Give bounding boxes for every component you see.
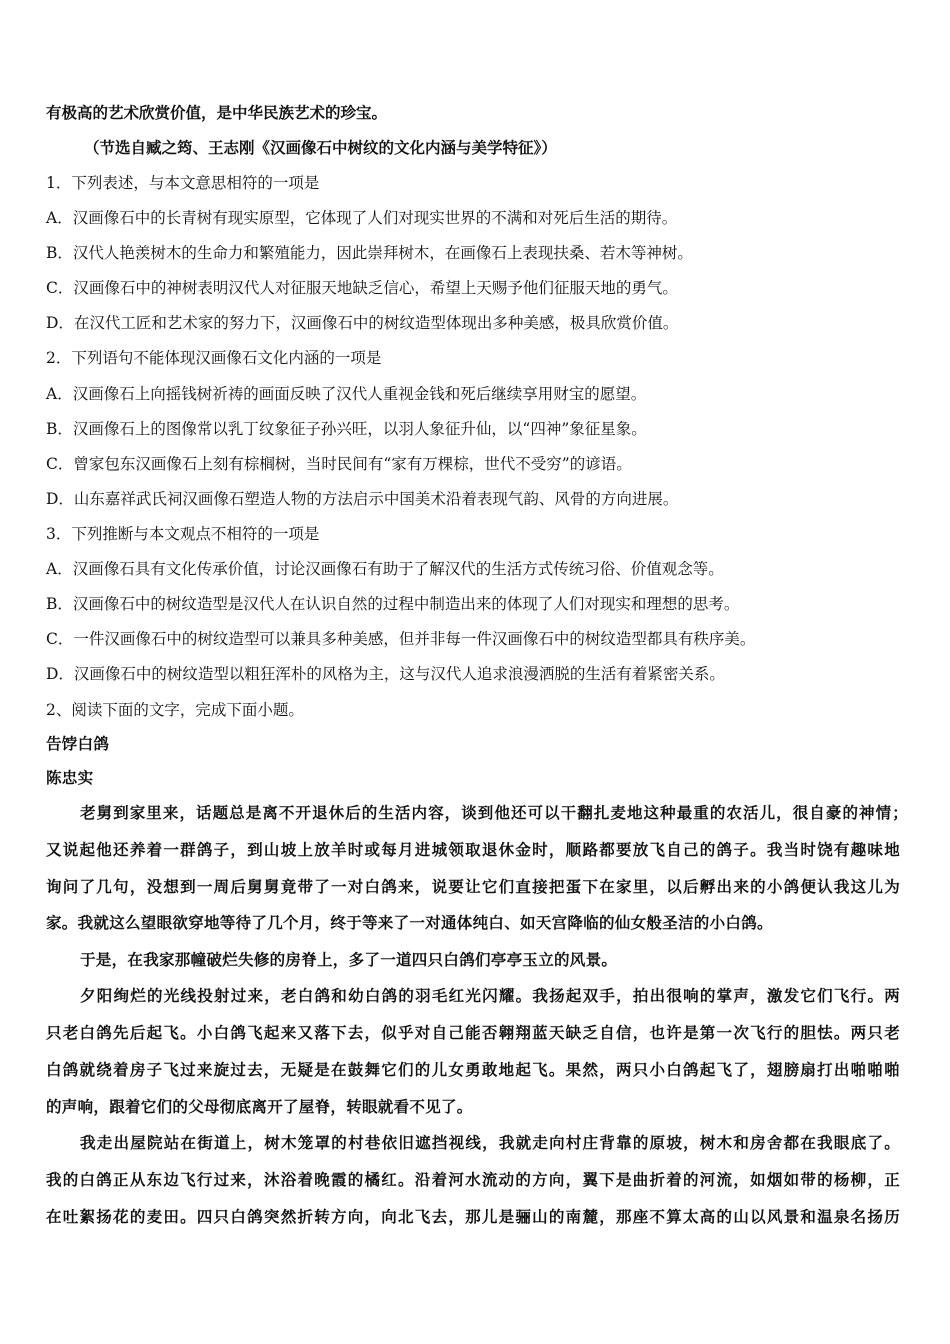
question-3-stem: 3．下列推断与本文观点不相符的一项是 — [46, 525, 320, 543]
question-3-option-c: C．一件汉画像石中的树纹造型可以兼具多种美感，但并非每一件汉画像石中的树纹造型都具有秩序美。 — [46, 630, 756, 648]
story-title: 告饽白鸽 — [46, 734, 110, 753]
paragraph-2-line-1: 于是，在我家那幢破烂失修的房脊上，多了一道四只白鸽们亭亭玉立的风景。 — [80, 950, 618, 969]
question-1-option-b: B．汉代人艳羡树木的生命力和繁殖能力，因此崇拜树木，在画像石上表现扶桑、若木等神树。 — [46, 244, 693, 262]
question-1-stem: 1．下列表述，与本文意思相符的一项是 — [46, 174, 320, 192]
story-author: 陈忠实 — [46, 768, 94, 787]
question-1-option-c: C．汉画像石中的神树表明汉代人对征服天地缺乏信心，希望上天赐予他们征服天地的勇气。 — [46, 279, 678, 297]
paragraph-4-line-2: 我的白鸽正从东边飞行过来，沐浴着晚霞的橘红。沿着河水流动的方向，翼下是曲折着的河流，如烟如带的杨柳，正 — [46, 1170, 900, 1189]
question-2-option-d: D．山东嘉祥武氏祠汉画像石塑造人物的方法启示中国美术沿着表现气韵、风骨的方向进展。 — [46, 490, 679, 508]
paragraph-1-line-3: 询问了几句，没想到一周后舅舅竟带了一对白鸽来，说要让它们直接把蛋下在家里，以后孵出来的小鸽便认我这儿为 — [46, 877, 900, 896]
reading-instruction: 2、阅读下面的文字，完成下面小题。 — [46, 701, 304, 719]
question-2-option-c: C．曾家包东汉画像石上刻有棕榈树，当时民间有“家有万棵棕，世代不受穷”的谚语。 — [46, 455, 632, 473]
question-3-option-b: B．汉画像石中的树纹造型是汉代人在认识自然的过程中制造出来的体现了人们对现实和理想的思考。 — [46, 595, 740, 613]
question-2-option-b: B．汉画像石上的图像常以乳丁纹象征子孙兴旺，以羽人象征升仙，以“四神”象征星象。 — [46, 420, 647, 438]
paragraph-3-line-2: 只老白鸽先后起飞。小白鸽飞起来又落下去，似乎对自己能否翱翔蓝天缺乏自信，也许是第一次飞行的胆怯。两只老 — [46, 1023, 900, 1042]
paragraph-3-line-3: 白鸽就绕着房子飞过来旋过去，无疑是在鼓舞它们的儿女勇敢地起飞。果然，两只小白鸽起飞了，翅膀扇打出啪啪啪 — [46, 1060, 900, 1079]
question-1-option-d: D．在汉代工匠和艺术家的努力下，汉画像石中的树纹造型体现出多种美感，极具欣赏价值。 — [46, 314, 679, 332]
paragraph-3-line-1: 夕阳绚烂的光线投射过来，老白鸽和幼白鸽的羽毛红光闪耀。我扬起双手，拍出很响的掌声，激发它们飞行。两 — [80, 986, 900, 1005]
source-citation: （节选自臧之筠、王志刚《汉画像石中树纹的文化内涵与美学特征》） — [84, 138, 557, 157]
question-3-option-d: D．汉画像石中的树纹造型以粗狂浑朴的风格为主，这与汉代人追求浪漫洒脱的生活有着紧密关系。 — [46, 665, 725, 683]
question-3-option-a: A．汉画像石具有文化传承价值，讨论汉画像石有助于了解汉代的生活方式传统习俗、价值观念等。 — [46, 560, 724, 578]
question-2-option-a: A．汉画像石上向摇钱树祈祷的画面反映了汉代人重视金钱和死后继续享用财宝的愿望。 — [46, 385, 647, 403]
paragraph-4-line-3: 在吐絮扬花的麦田。四只白鸽突然折转方向，向北飞去，那儿是骊山的南麓，那座不算太高的山以风景和温泉名扬历 — [46, 1207, 900, 1226]
paragraph-1-line-4: 家。我就这么望眼欲穿地等待了几个月，终于等来了一对通体纯白、如天宫降临的仙女般圣洁的小白鸽。 — [46, 913, 773, 932]
paragraph-1-line-2: 又说起他还养着一群鸽子，到山坡上放羊时或每月进城领取退休金时，顺路都要放飞自己的鸽子。我当时饶有趣味地 — [46, 840, 900, 859]
intro-tail-text: 有极高的艺术欣赏价值，是中华民族艺术的珍宝。 — [46, 103, 388, 122]
paragraph-1-line-1: 老舅到家里来，话题总是离不开退休后的生活内容，谈到他还可以干翻扎麦地这种最重的农活儿，很自豪的神情； — [80, 803, 908, 822]
question-1-option-a: A．汉画像石中的长青树有现实原型，它体现了人们对现实世界的不满和对死后生活的期待。 — [46, 209, 678, 227]
paragraph-4-line-1: 我走出屋院站在街道上，树木笼罩的村巷依旧遮挡视线，我就走向村庄背靠的原坡，树木和房舍都在我眼底了。 — [80, 1133, 900, 1152]
question-2-stem: 2．下列语句不能体现汉画像石文化内涵的一项是 — [46, 349, 382, 367]
paragraph-3-line-4: 的声响，跟着它们的父母彻底离开了屋脊，转眼就看不见了。 — [46, 1097, 473, 1116]
